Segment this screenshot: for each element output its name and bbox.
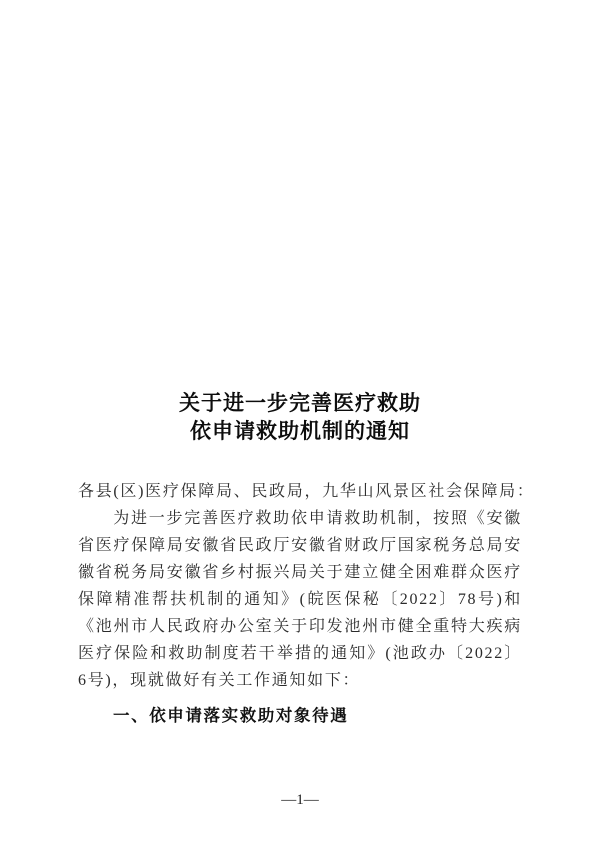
body-paragraph: 为进一步完善医疗救助依申请救助机制，按照《安徽省医疗保障局安徽省民政厅安徽省财政厅国家税务总局安徽省税务局安徽省乡村振兴局关于建立健全困难群众医疗保障精准帮扶机制的通知》(皖医保秘〔2022〕78号)和《池州市人民政府办公室关于印发池州市健全重特大疾病医疗保险和救助制度若干举措的通知》(池政办〔2022〕6号)，现就做好有关工作通知如下： [78,510,522,689]
page-number: —1— [281,792,319,808]
document-title-line-2: 依申请救助机制的通知 [190,419,410,443]
section-heading: 一、依申请落实救助对象待遇 [113,707,349,725]
document-title [0,389,600,445]
salutation-line: 各县(区)医疗保障局、民政局，九华山风景区社会保障局： [78,483,535,500]
document-body [78,478,535,730]
document-title-line-1: 关于进一步完善医疗救助 [179,391,421,415]
